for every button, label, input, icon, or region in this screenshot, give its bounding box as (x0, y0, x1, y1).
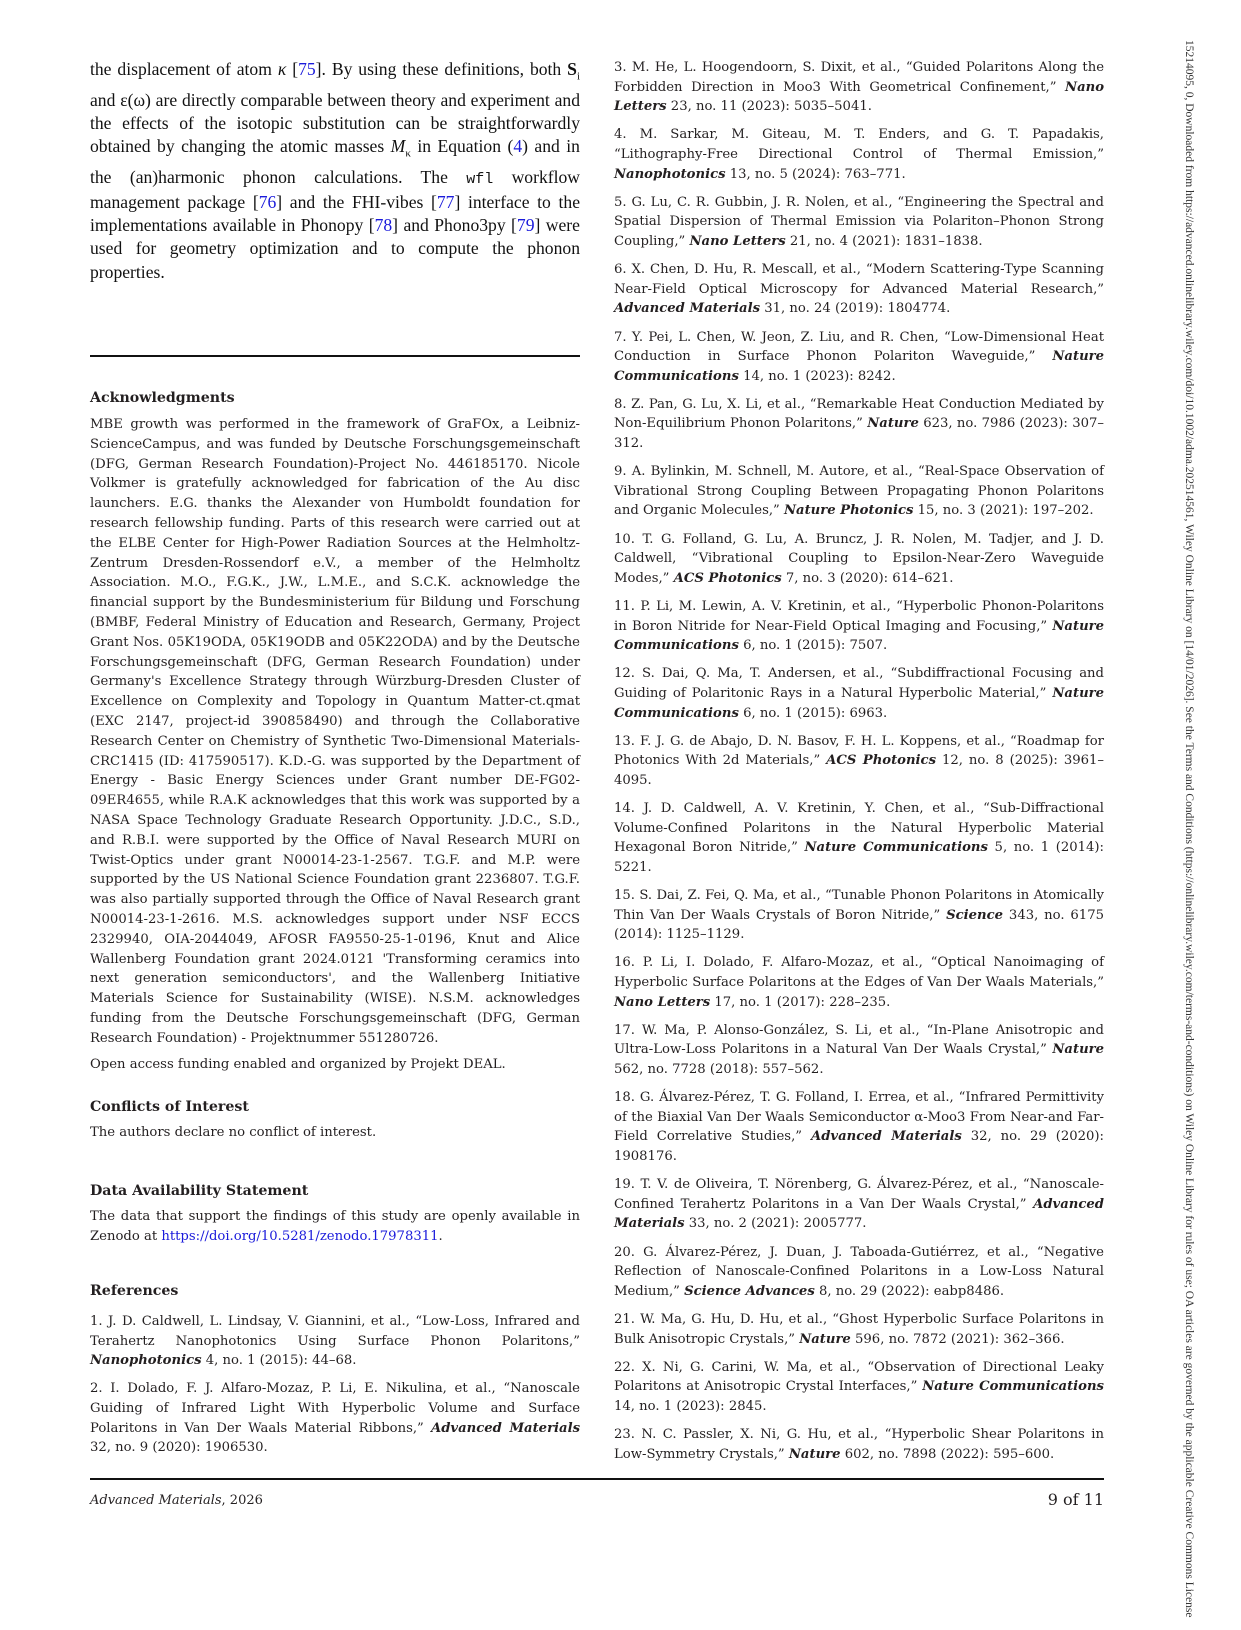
equation-link-4[interactable]: 4 (513, 136, 523, 157)
reference-item (614, 1088, 1104, 1166)
reference-details: 6, no. 1 (2015): 6963. (738, 705, 888, 721)
text-run: in Equation ( (410, 136, 514, 157)
reference-journal: Nanophotonics (614, 166, 726, 182)
reference-details: 32, no. 29 (2020): 1908176. (614, 1129, 1104, 1164)
zenodo-doi-link[interactable]: https://doi.org/10.5281/zenodo.17978311 (161, 1228, 439, 1244)
acknowledgments-section (90, 390, 580, 1074)
reference-details: 343, no. 6175 (2014): 1125–1129. (614, 907, 1104, 943)
reference-item (614, 1310, 1104, 1349)
reference-details: 5, no. 1 (2014): 5221. (614, 840, 1104, 875)
reference-journal: Science (946, 907, 1004, 923)
reference-text: 15. S. Dai, Z. Fei, Q. Ma, et al., “Tunable Phonon Polaritons in Atomically Thin Van Der Waals Crystals of Boron Nitride,” (614, 888, 1104, 923)
open-access-note: Open access funding enabled and organized by Projekt DEAL. (90, 1056, 506, 1072)
references-list-left (90, 1312, 580, 1458)
text-run: ) and in the (an)harmonic phonon calculations. The (90, 136, 580, 187)
reference-text: 4. M. Sarkar, M. Giteau, M. T. Enders, and G. T. Papadakis, “Lithography-Free Directional Control of Thermal Emission,” (614, 127, 1104, 162)
reference-journal: Nano Letters (689, 233, 786, 249)
reference-details: 7, no. 3 (2020): 614–621. (781, 570, 954, 586)
reference-item (90, 1312, 580, 1371)
reference-text: 20. G. Álvarez-Pérez, J. Duan, J. Taboada-Gutiérrez, et al., “Negative Reflection of Nanoscale-Confined Polaritons in a Low-Loss Natural Medium,” (614, 1244, 1104, 1299)
reference-journal: Nature (867, 416, 919, 432)
reference-text: 13. F. J. G. de Abajo, D. N. Basov, F. H. L. Koppens, et al., “Roadmap for Photonics With 2d Materials,” (614, 733, 1104, 769)
reference-journal: Nano Letters (614, 79, 1104, 115)
reference-item (614, 1021, 1104, 1080)
reference-item (614, 125, 1104, 184)
reference-text: 6. X. Chen, D. Hu, R. Mescall, et al., “Modern Scattering-Type Scanning Near-Field Optical Microscopy for Advanced Material Research,” (614, 262, 1104, 297)
citation-link-77[interactable]: 77 (436, 192, 455, 213)
reference-item (614, 597, 1104, 656)
text-run: . (438, 1228, 443, 1244)
footer-divider (90, 1478, 1104, 1480)
reference-journal: Advanced Materials (430, 1420, 581, 1436)
text-run: The data that support the findings of this study are openly available in Zenodo at (90, 1209, 580, 1244)
section-divider (90, 355, 580, 357)
conflicts-section (90, 1099, 580, 1143)
footer-journal (90, 1493, 263, 1508)
reference-journal: ACS Photonics (673, 570, 782, 586)
math-subscript: κ (405, 147, 411, 160)
conflicts-body: The authors declare no conflict of interest. (90, 1125, 377, 1140)
references-section (90, 1283, 580, 1466)
text-run: ] and Phono3py [ (392, 215, 517, 236)
math-subscript: i (576, 70, 581, 83)
reference-details: 32, no. 9 (2020): 1906530. (90, 1440, 268, 1456)
reference-text: 14. J. D. Caldwell, A. V. Kretinin, Y. Chen, et al., “Sub-Diffractional Volume-Confined Polaritons in the Natural Hyperbolic Material Hexagonal Boron Nitride,” (614, 801, 1104, 856)
reference-details: 21, no. 4 (2021): 1831–1838. (785, 233, 983, 249)
reference-item (614, 732, 1104, 791)
reference-text: 18. G. Álvarez-Pérez, T. G. Folland, I. Errea, et al., “Infrared Permittivity of the Biaxial Van Der Waals Semiconductor α-Moo3 From Near-and Far-Field Correlative Studies,” (614, 1090, 1104, 1145)
footer-year: , 2026 (221, 1493, 263, 1508)
reference-journal: Nature Communications (614, 685, 1104, 721)
reference-text: 5. G. Lu, C. R. Gubbin, J. R. Nolen, et al., “Engineering the Spectral and Spatial Dispersion of Thermal Emission via Polariton–Phonon Strong Coupling,” (614, 194, 1104, 249)
text-run: ] were used for geometry optimization and to compute the phonon properties. (90, 215, 580, 282)
citation-link-79[interactable]: 79 (516, 215, 535, 236)
reference-journal: Science Advances (684, 1283, 815, 1299)
reference-item (614, 1358, 1104, 1417)
reference-text: 1. J. D. Caldwell, L. Lindsay, V. Giannini, et al., “Low-Loss, Infrared and Terahertz Nanophotonics Using Surface Phonon Polaritons,” (90, 1314, 580, 1349)
reference-details: 14, no. 1 (2023): 2845. (614, 1398, 767, 1414)
reference-details: 12, no. 8 (2025): 3961–4095. (614, 753, 1104, 788)
reference-text: 16. P. Li, I. Dolado, F. Alfaro-Mozaz, et al., “Optical Nanoimaging of Hyperbolic Surface Polaritons at the Edges of Van Der Waals Materials,” (614, 955, 1104, 991)
reference-journal: Nanophotonics (90, 1353, 202, 1369)
reference-item (614, 953, 1104, 1012)
reference-journal: Nature Communications (614, 349, 1104, 384)
reference-journal: Nano Letters (614, 994, 711, 1010)
reference-details: 13, no. 5 (2024): 763–771. (725, 166, 906, 182)
reference-journal: Nature (788, 1446, 841, 1462)
page-number: 9 of 11 (1047, 1490, 1104, 1509)
reference-details: 14, no. 1 (2023): 8242. (738, 368, 896, 384)
acknowledgments-body: MBE growth was performed in the framework of GraFOx, a Leibniz-ScienceCampus, and was funded by Deutsche Forschungsgemeinschaft (DFG, German Research Foundation)-Project No. 446185170. Nicole Volkmer is gratefully acknowledged for fabrication of the Au disc launchers. E.G. thanks the Alexander von Humboldt foundation for research fellowship funding. Parts of this research were carried out at the ELBE Center for High-Power Radiation Sources at the Helmholtz-Zentrum Dresden-Rossendorf e.V., a member of the Helmholtz Association. M.O., F.G.K., J.W., L.M.E., and S.C.K. acknowledge the financial support by the Bundesministerium für Bildung und Forschung (BMBF, Federal Ministry of Education and Research, Germany, Project Grant Nos. 05K19ODA, 05K19ODB and 05K22ODA) and by the Deutsche Forschungsgemeinschaft (DFG, German Research Foundation) under Germany's Excellence Strategy through Würzburg-Dresden Cluster of Excellence on Complexity and Topology in Quantum Matter-ct.qmat (EXC 2147, project-id 390858490) and through the Collaborative Research Center on Chemistry of Synthetic Two-Dimensional Materials-CRC1415 (ID: 417590517). K.D.-G. was supported by the Department of Energy - Basic Energy Sciences under Grant number DE-FG02-09ER4655, while R.A.K acknowledges that this work was supported by a NASA Space Technology Graduate Research Opportunity. J.D.C., S.D., and R.B.I. were supported by the Office of Naval Research MURI on Twist-Optics under grant N00014-23-1-2567. T.G.F. and M.P. were supported by the US National Science Foundation grant 2236807. T.G.F. was also partially supported through the Office of Naval Research grant N00014-23-1-2616. M.S. acknowledges support under NSF ECCS 2329940, OIA-2044049, AFOSR FA9550-25-1-0196, Knut and Alice Wallenberg Foundation grant 2024.0121 'Transforming ceramics into next generation semiconductors', and the Wallenberg Initiative Materials Science for Sustainability (WISE). N.S.M. acknowledges funding from the Deutsche Forschungsgemeinschaft (DFG, German Research Foundation) - Projektnummer 551280726. (90, 417, 580, 1046)
text-run: the displacement of atom (90, 59, 278, 79)
reference-details: 33, no. 2 (2021): 2005777. (684, 1216, 867, 1232)
reference-item (614, 1243, 1104, 1302)
conflicts-heading: Conflicts of Interest (90, 1099, 249, 1115)
reference-journal: Nature Communications (922, 1379, 1104, 1395)
reference-item (614, 193, 1104, 252)
reference-item (90, 1379, 580, 1457)
reference-journal: Nature Photonics (783, 503, 914, 519)
reference-text: 8. Z. Pan, G. Lu, X. Li, et al., “Remarkable Heat Conduction Mediated by Non-Equilibrium Phonon Polaritons,” (614, 396, 1104, 432)
reference-item (614, 799, 1104, 877)
citation-link-76[interactable]: 76 (258, 192, 277, 213)
reference-details: 602, no. 7898 (2022): 595–600. (840, 1446, 1055, 1462)
reference-item (614, 886, 1104, 945)
reference-details: 8, no. 29 (2022): eabp8486. (814, 1283, 1005, 1299)
citation-link-75[interactable]: 75 (298, 59, 316, 79)
data-availability-section (90, 1183, 580, 1247)
reference-text: 7. Y. Pei, L. Chen, W. Jeon, Z. Liu, and R. Chen, “Low-Dimensional Heat Conduction in Surface Phonon Polariton Waveguide,” (614, 329, 1104, 365)
text-run: and ε(ω) are directly comparable between theory and experiment and the effects of the isotopic substitution can be straightforwardly obtained by changing the atomic masses (90, 89, 580, 157)
references-heading: References (90, 1283, 179, 1299)
reference-item (614, 395, 1104, 454)
reference-journal: Nature (799, 1331, 851, 1347)
reference-item (614, 1425, 1104, 1464)
reference-item (614, 260, 1104, 319)
reference-details: 31, no. 24 (2019): 1804774. (760, 301, 951, 317)
reference-journal: Nature (1052, 1042, 1104, 1058)
reference-text: 17. W. Ma, P. Alonso-González, S. Li, et al., “In-Plane Anisotropic and Ultra-Low-Loss Polaritons in a Natural Van Der Waals Crystal,” (614, 1022, 1104, 1058)
reference-text: 11. P. Li, M. Lewin, A. V. Kretinin, et al., “Hyperbolic Phonon-Polaritons in Boron Nitride for Near-Field Optical Imaging and Focusing,” (614, 599, 1104, 634)
code-wfl: wfl (466, 170, 494, 188)
download-side-note: 15214095, 0, Downloaded from https://advanced.onlinelibrary.wiley.com/doi/10.1002/adma.202514561, Wiley Online Library on [14/01/2026]. See the Terms and Conditions (https://onlinelibrary.wiley.com/terms-and-conditions) on Wiley Online Library for rules of use; OA articles are governed by the applicable Creative Commons License (1183, 40, 1195, 1618)
reference-text: 9. A. Bylinkin, M. Schnell, M. Autore, et al., “Real-Space Observation of Vibrational Strong Coupling Between Propagating Phonon Polaritons and Organic Molecules,” (614, 464, 1104, 519)
reference-item (614, 530, 1104, 589)
data-availability-heading: Data Availability Statement (90, 1183, 309, 1199)
data-availability-body (90, 1207, 580, 1247)
reference-details: 596, no. 7872 (2021): 362–366. (850, 1331, 1065, 1347)
left-column (90, 58, 580, 284)
text-run: ] and the FHI-vibes [ (276, 192, 437, 213)
text-run: workflow management package [ (90, 166, 580, 213)
reference-item (614, 462, 1104, 521)
reference-details: 562, no. 7728 (2018): 557–562. (614, 1062, 824, 1078)
reference-details: 6, no. 1 (2015): 7507. (738, 638, 888, 654)
math-S: S (567, 59, 577, 79)
reference-details: 17, no. 1 (2017): 228–235. (710, 994, 891, 1010)
reference-details: 23, no. 11 (2023): 5035–5041. (666, 99, 872, 115)
citation-link-78[interactable]: 78 (374, 215, 393, 236)
reference-item (614, 664, 1104, 723)
reference-text: 19. T. V. de Oliveira, T. Nörenberg, G. Álvarez-Pérez, et al., “Nanoscale-Confined Terahertz Polaritons in a Van Der Waals Crystal,” (614, 1177, 1104, 1212)
text-run: ]. By using these definitions, both (315, 59, 568, 79)
intro-paragraph (90, 58, 580, 284)
reference-text: 22. X. Ni, G. Carini, W. Ma, et al., “Observation of Directional Leaky Polaritons at Anisotropic Crystal Interfaces,” (614, 1359, 1104, 1395)
acknowledgments-heading: Acknowledgments (90, 390, 235, 406)
reference-journal: Advanced Materials (614, 301, 761, 317)
reference-text: 2. I. Dolado, F. J. Alfaro-Mozaz, P. Li, E. Nikulina, et al., “Nanoscale Guiding of Infrared Light With Hyperbolic Volume and Surface Polaritons in Van Der Waals Material Ribbons,” (90, 1381, 580, 1436)
reference-journal: Nature Communications (614, 618, 1104, 654)
reference-details: 623, no. 7986 (2023): 307–312. (614, 416, 1104, 452)
reference-details: 15, no. 3 (2021): 197–202. (913, 503, 1094, 519)
math-M: M (390, 136, 406, 157)
reference-journal: Advanced Materials (810, 1129, 962, 1145)
reference-text: 12. S. Dai, Q. Ma, T. Andersen, et al., “Subdiffractional Focusing and Guiding of Polaritonic Rays in a Natural Hyperbolic Material,” (614, 666, 1104, 701)
reference-journal: Advanced Materials (614, 1196, 1104, 1232)
reference-journal: Nature Communications (804, 840, 988, 856)
reference-text: 10. T. G. Folland, G. Lu, A. Bruncz, J. R. Nolen, M. Tadjer, and J. D. Caldwell, “Vibrational Coupling to Epsilon-Near-Zero Waveguide Modes,” (614, 531, 1104, 586)
reference-text: 23. N. C. Passler, X. Ni, G. Hu, et al., “Hyperbolic Shear Polaritons in Low-Symmetry Crystals,” (614, 1427, 1104, 1462)
reference-item (614, 58, 1104, 117)
reference-text: 21. W. Ma, G. Hu, D. Hu, et al., “Ghost Hyperbolic Surface Polaritons in Bulk Anisotropic Crystals,” (614, 1311, 1104, 1347)
footer-journal-name: Advanced Materials (90, 1493, 222, 1508)
right-column-references (614, 58, 1104, 1473)
text-run: [ (286, 59, 299, 79)
math-kappa: κ (277, 59, 287, 79)
reference-journal: ACS Photonics (826, 753, 937, 769)
text-run: ] interface to the implementations available in Phonopy [ (90, 192, 580, 236)
reference-item (614, 328, 1104, 387)
reference-text: 3. M. He, L. Hoogendoorn, S. Dixit, et al., “Guided Polaritons Along the Forbidden Direction in Moo3 With Geometrical Confinement,” (614, 60, 1104, 95)
reference-details: 4, no. 1 (2015): 44–68. (201, 1353, 357, 1369)
reference-item (614, 1175, 1104, 1234)
